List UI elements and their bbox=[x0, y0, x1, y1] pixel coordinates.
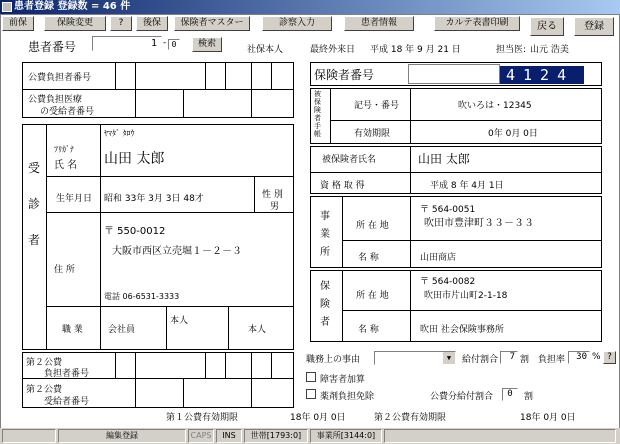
doctor-name: 山元 浩美 bbox=[530, 45, 569, 55]
furigana-label: ﾌﾘｶﾞﾅ bbox=[54, 145, 74, 154]
exam-input-button[interactable]: 診察入力 bbox=[262, 16, 332, 31]
address-value[interactable]: 大阪市西区立売堀１－２－３ bbox=[112, 246, 242, 257]
employer-name[interactable]: 山田商店 bbox=[420, 253, 457, 263]
next-insurance-button[interactable]: 後保 bbox=[136, 16, 168, 31]
doctor-label: 担当医: bbox=[496, 45, 527, 55]
app-icon bbox=[2, 2, 12, 12]
recipient-section-label: 受診者 bbox=[28, 161, 41, 247]
birth-label: 生年月日 bbox=[56, 194, 93, 204]
patient-number-input[interactable]: 1 bbox=[92, 36, 162, 51]
pub-ratio-unit: 割 bbox=[524, 392, 534, 402]
phone-value[interactable]: 電話 06-6531-3333 bbox=[104, 292, 180, 301]
employer-name-label: 名 称 bbox=[358, 253, 379, 263]
insurer-name-label: 名 称 bbox=[358, 325, 379, 335]
status-caps: CAPS bbox=[188, 429, 214, 443]
help-button[interactable]: ? bbox=[110, 16, 132, 31]
drug-exempt-label: 薬剤負担免除 bbox=[320, 392, 375, 402]
patient-info-button[interactable]: 患者情報 bbox=[344, 16, 414, 31]
sex-label: 性 別 bbox=[262, 190, 283, 200]
symbol-label: 記号・番号 bbox=[354, 101, 400, 111]
insurer-section-label: 保険者 bbox=[320, 281, 330, 328]
card-section-label: 被保険者手帳 bbox=[314, 90, 321, 138]
p2-payer-label-2: 負担者番号 bbox=[44, 369, 90, 379]
status-office: 事業所[3144:0] bbox=[310, 429, 382, 443]
pay-ratio-unit: 割 bbox=[520, 355, 530, 365]
insured-name-value[interactable]: 山田 太郎 bbox=[418, 152, 470, 166]
search-button[interactable]: 検索 bbox=[192, 37, 222, 52]
pub-ratio-input[interactable]: 0 bbox=[502, 388, 518, 401]
percent-label: % bbox=[592, 352, 601, 362]
p2-recv-label: 第２公費 bbox=[26, 385, 63, 395]
employer-addr-label: 所 在 地 bbox=[356, 221, 389, 231]
p2-recv-label-2: 受給者番号 bbox=[44, 397, 90, 407]
insurer-addr-label: 所 在 地 bbox=[356, 291, 389, 301]
recipient1-label: 公費負担医療 bbox=[28, 95, 83, 105]
prev-insurance-button[interactable]: 前保 bbox=[2, 16, 34, 31]
burden-label: 負担率 bbox=[538, 355, 566, 365]
address-label: 住 所 bbox=[54, 265, 75, 275]
insurer-address[interactable]: 吹田市片山町2-1-18 bbox=[424, 291, 508, 301]
patient-number-label: 患者番号 bbox=[28, 40, 77, 54]
symbol-value[interactable]: 吹いろは・12345 bbox=[458, 101, 532, 111]
sex-value[interactable]: 男 bbox=[270, 202, 280, 212]
patient-number-check[interactable]: 0 bbox=[168, 39, 180, 50]
employer-postal[interactable]: 〒 564-0051 bbox=[420, 205, 476, 215]
disabled-checkbox[interactable] bbox=[306, 372, 316, 382]
name-value[interactable]: 山田 太郎 bbox=[104, 151, 165, 167]
status-mode: 編集登録 bbox=[58, 429, 186, 443]
disabled-label: 障害者加算 bbox=[320, 375, 366, 385]
p2-payer-label: 第２公費 bbox=[26, 358, 63, 368]
furigana-value[interactable]: ﾔﾏﾀﾞ ﾀﾛｳ bbox=[104, 129, 135, 138]
p2-valid-label: 第２公費有効期限 bbox=[374, 413, 447, 423]
back-button[interactable]: 戻る bbox=[530, 17, 564, 36]
name-label: 氏 名 bbox=[54, 160, 78, 171]
status-world: 世帯[1793:0] bbox=[244, 429, 308, 443]
relation-value[interactable]: 本人 bbox=[248, 325, 267, 335]
pay-ratio-label: 給付割合 bbox=[462, 355, 499, 365]
postal-value[interactable]: 〒 550-0012 bbox=[104, 226, 166, 237]
insurer-number-value[interactable]: 4124 bbox=[500, 66, 584, 84]
insured-type: 社保本人 bbox=[247, 45, 284, 55]
insurance-change-button[interactable]: 保険変更 bbox=[44, 16, 106, 31]
chevron-down-icon[interactable]: ▼ bbox=[443, 352, 455, 364]
insurer-master-button[interactable]: 保険者マスター bbox=[174, 16, 250, 31]
birth-value[interactable]: 昭和 33年 3月 3日 48才 bbox=[104, 194, 204, 204]
burden-input[interactable]: 30 bbox=[568, 351, 590, 364]
valid-label: 有効期限 bbox=[354, 129, 391, 139]
insured-name-label: 被保険者氏名 bbox=[322, 155, 377, 165]
drug-exempt-checkbox[interactable] bbox=[306, 389, 316, 399]
help-icon[interactable]: ? bbox=[603, 351, 616, 364]
relation-label: 本人 bbox=[170, 316, 189, 326]
title-bar bbox=[0, 0, 620, 14]
valid-value[interactable]: 0年 0月 0日 bbox=[488, 129, 538, 139]
insurer-number-label: 保険者番号 bbox=[314, 68, 375, 82]
pay-ratio-input[interactable]: 7 bbox=[500, 351, 518, 364]
job-label: 職 業 bbox=[62, 325, 83, 335]
payer1-label: 公費負担者番号 bbox=[28, 73, 92, 83]
insurer-name[interactable]: 吹田 社会保険事務所 bbox=[420, 325, 504, 335]
p1-valid-value[interactable]: 18年 0月 0日 bbox=[290, 413, 346, 423]
insurer-postal[interactable]: 〒 564-0082 bbox=[420, 277, 476, 287]
duty-reason-label: 職務上の事由 bbox=[306, 355, 361, 365]
employer-address[interactable]: 吹田市豊津町３３－３３ bbox=[424, 218, 534, 229]
job-value[interactable]: 会社員 bbox=[108, 325, 136, 335]
employer-section-label: 事業所 bbox=[320, 211, 330, 258]
window-title: 患者登録 登録数 = 46 件 bbox=[14, 1, 131, 12]
register-button[interactable]: 登録 bbox=[574, 17, 614, 36]
pub-ratio-label: 公費分給付割合 bbox=[430, 392, 494, 402]
duty-reason-select[interactable] bbox=[374, 351, 456, 365]
status-ins: INS bbox=[216, 429, 242, 443]
last-visit-label: 最終外来日 bbox=[310, 45, 356, 55]
qual-value[interactable]: 平成 8 年 4月 1日 bbox=[430, 181, 504, 191]
last-visit-date: 平成 18 年 9 月 21 日 bbox=[370, 45, 461, 55]
p1-valid-label: 第１公費有効期限 bbox=[166, 413, 239, 423]
recipient1-label-2: の受給者番号 bbox=[40, 107, 95, 117]
qual-label: 資 格 取 得 bbox=[320, 181, 365, 191]
p2-valid-value[interactable]: 18年 0月 0日 bbox=[520, 413, 576, 423]
chart-print-button[interactable]: カルテ表書印刷 bbox=[434, 16, 520, 31]
